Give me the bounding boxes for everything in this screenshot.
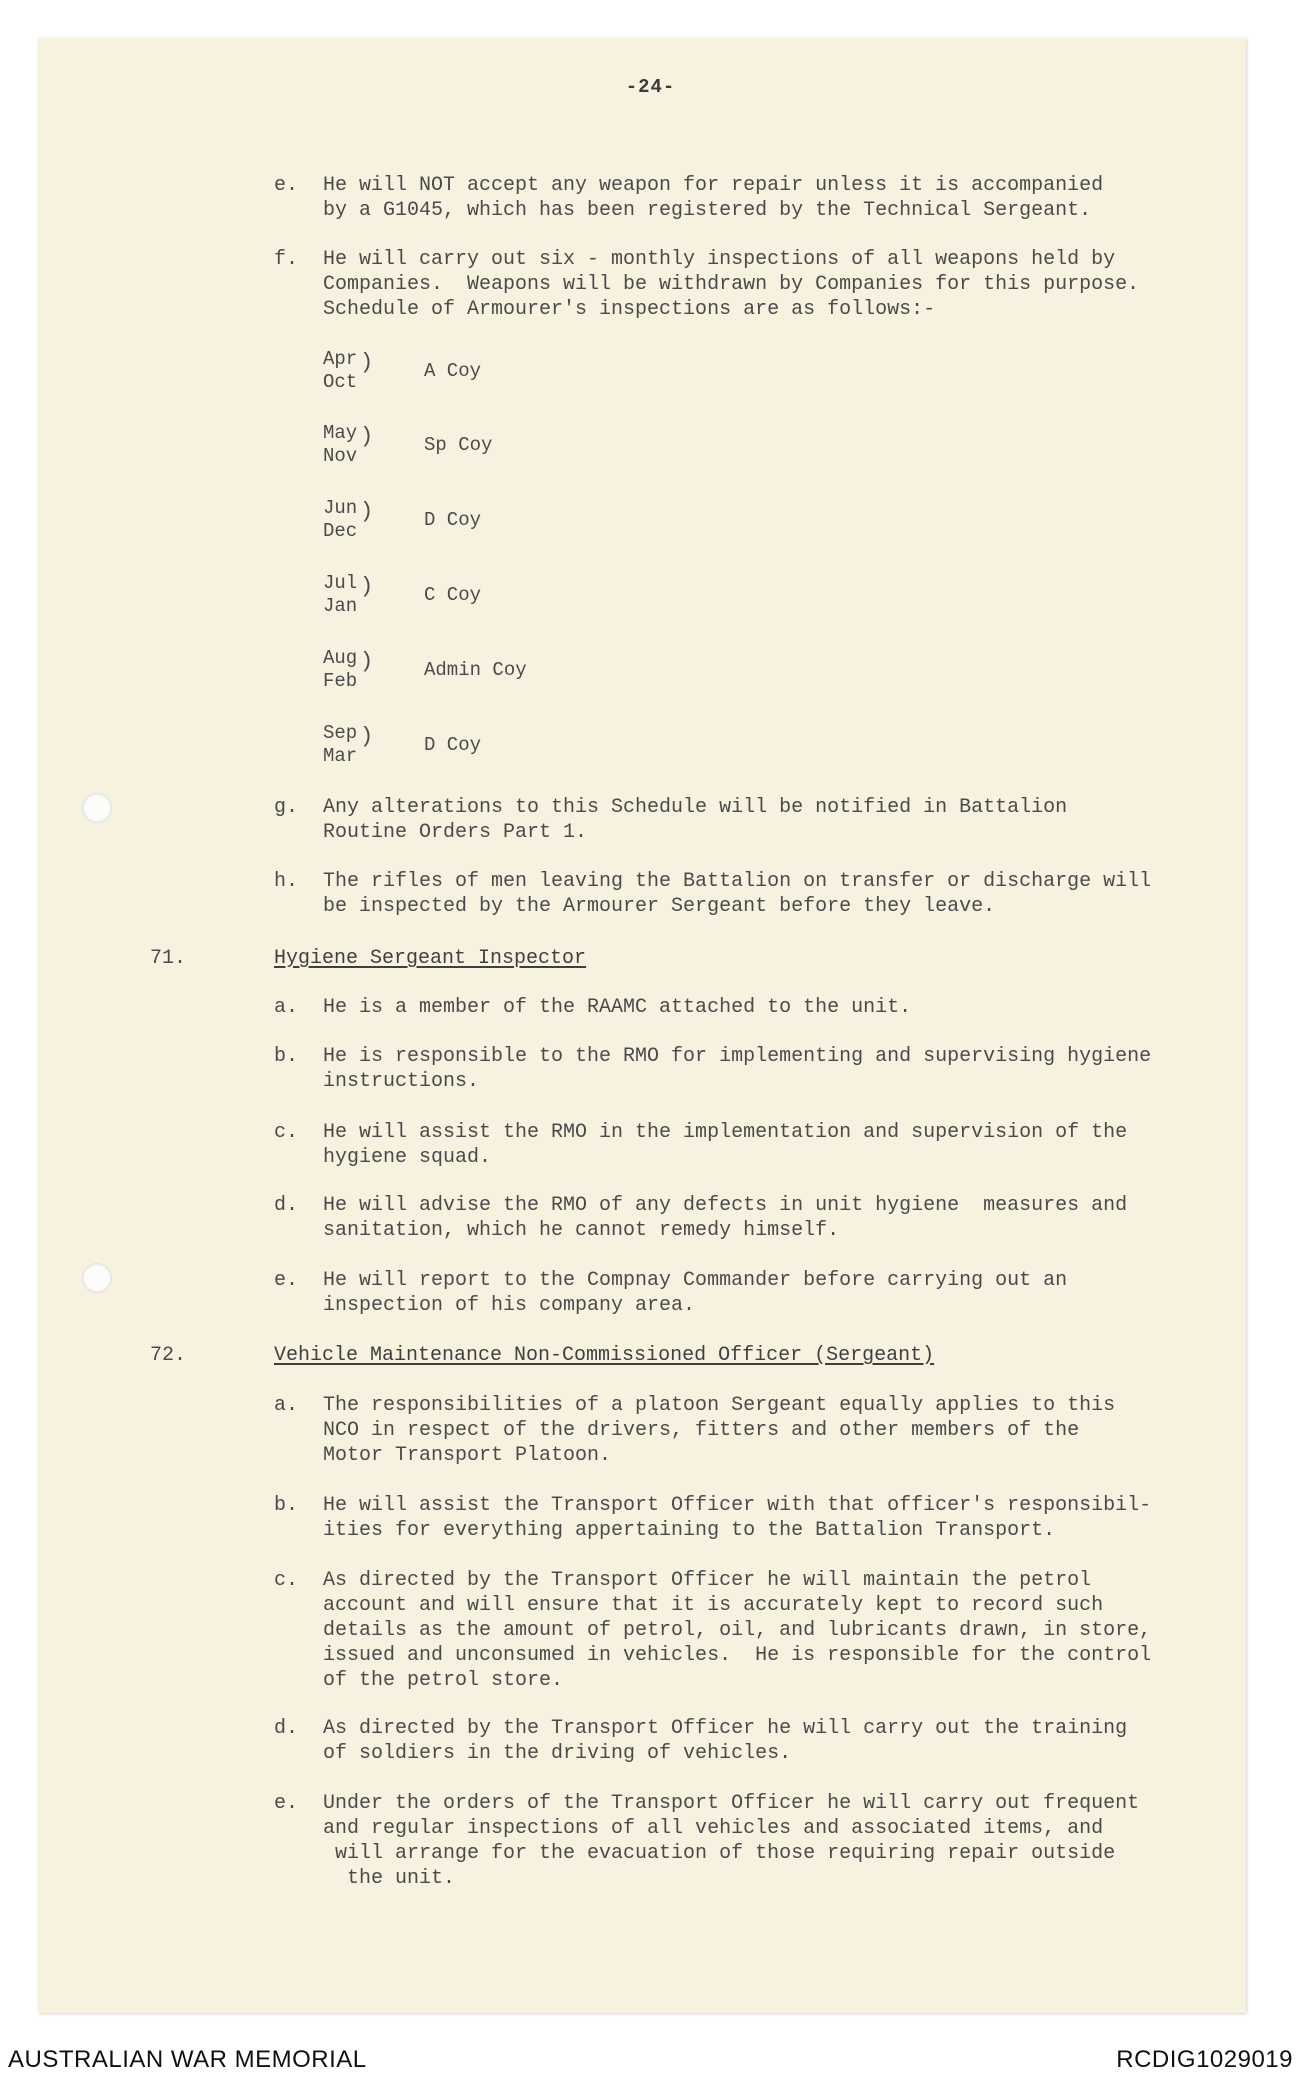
item-letter: a.	[274, 996, 299, 1019]
item-letter: a.	[274, 1394, 299, 1417]
item-letter: b.	[274, 1045, 299, 1068]
punch-hole-bottom	[82, 1263, 112, 1293]
schedule-company: D Coy	[424, 734, 482, 756]
item-line: of soldiers in the driving of vehicles.	[323, 1742, 792, 1765]
item-letter: d.	[274, 1717, 299, 1740]
item-line: will arrange for the evacuation of those requiring repair outside	[323, 1842, 1116, 1865]
archive-id: RCDIG1029019	[1116, 2046, 1293, 2073]
item-line: As directed by the Transport Officer he will maintain the petrol	[323, 1569, 1092, 1592]
schedule-bracket: )	[360, 350, 374, 375]
item-line: ities for everything appertaining to the Battalion Transport.	[323, 1519, 1056, 1542]
item-letter: d.	[274, 1194, 299, 1217]
item-letter: e.	[274, 174, 299, 197]
archive-name: AUSTRALIAN WAR MEMORIAL	[8, 2046, 367, 2073]
item-line: The responsibilities of a platoon Sergeant equally applies to this	[323, 1394, 1116, 1417]
item-letter: e.	[274, 1792, 299, 1815]
item-line: Any alterations to this Schedule will be notified in Battalion	[323, 796, 1068, 819]
schedule-month: Jun	[323, 497, 358, 519]
section-number: 72.	[150, 1344, 187, 1367]
item-letter: c.	[274, 1121, 299, 1144]
schedule-month: Mar	[323, 745, 358, 767]
item-line: inspection of his company area.	[323, 1294, 696, 1317]
item-line: Motor Transport Platoon.	[323, 1444, 612, 1467]
item-letter: g.	[274, 796, 299, 819]
section-title: Hygiene Sergeant Inspector	[274, 947, 587, 970]
item-line: The rifles of men leaving the Battalion on transfer or discharge will	[323, 870, 1152, 893]
item-line: He is responsible to the RMO for implementing and supervising hygiene	[323, 1045, 1152, 1068]
item-line: He is a member of the RAAMC attached to the unit.	[323, 996, 912, 1019]
schedule-company: D Coy	[424, 509, 482, 531]
schedule-bracket: )	[360, 499, 374, 524]
item-line: He will NOT accept any weapon for repair unless it is accompanied	[323, 174, 1104, 197]
item-line: NCO in respect of the drivers, fitters and other members of the	[323, 1419, 1080, 1442]
item-line: by a G1045, which has been registered by the Technical Sergeant.	[323, 199, 1092, 222]
section-title: Vehicle Maintenance Non-Commissioned Officer (Sergeant)	[274, 1344, 935, 1367]
schedule-month: Oct	[323, 371, 358, 393]
punch-hole-top	[82, 793, 112, 823]
item-line: He will carry out six - monthly inspections of all weapons held by	[323, 248, 1116, 271]
item-line: account and will ensure that it is accurately kept to record such	[323, 1594, 1104, 1617]
schedule-company: A Coy	[424, 360, 482, 382]
item-letter: b.	[274, 1494, 299, 1517]
item-line: details as the amount of petrol, oil, and lubricants drawn, in store,	[323, 1619, 1152, 1642]
item-line: the unit.	[323, 1867, 456, 1890]
schedule-bracket: )	[360, 424, 374, 449]
schedule-month: Nov	[323, 445, 358, 467]
schedule-month: Apr	[323, 348, 358, 370]
schedule-bracket: )	[360, 724, 374, 749]
item-letter: c.	[274, 1569, 299, 1592]
schedule-month: Aug	[323, 647, 358, 669]
item-line: issued and unconsumed in vehicles. He is responsible for the control	[323, 1644, 1152, 1667]
item-line: He will advise the RMO of any defects in unit hygiene measures and	[323, 1194, 1128, 1217]
item-line: He will assist the Transport Officer with that officer's responsibil-	[323, 1494, 1152, 1517]
item-letter: h.	[274, 870, 299, 893]
item-line: Under the orders of the Transport Officer he will carry out frequent	[323, 1792, 1140, 1815]
item-line: instructions.	[323, 1070, 480, 1093]
schedule-company: Sp Coy	[424, 434, 493, 456]
section-number: 71.	[150, 947, 187, 970]
schedule-month: Feb	[323, 670, 358, 692]
schedule-company: Admin Coy	[424, 659, 527, 681]
schedule-month: Dec	[323, 520, 358, 542]
page-number: -24-	[625, 76, 676, 98]
schedule-bracket: )	[360, 574, 374, 599]
item-line: As directed by the Transport Officer he will carry out the training	[323, 1717, 1128, 1740]
item-line: Routine Orders Part 1.	[323, 821, 588, 844]
schedule-month: Jan	[323, 595, 358, 617]
schedule-bracket: )	[360, 649, 374, 674]
item-line: of the petrol store.	[323, 1669, 564, 1692]
schedule-company: C Coy	[424, 584, 482, 606]
item-letter: f.	[274, 248, 299, 271]
schedule-month: Jul	[323, 572, 358, 594]
item-line: Companies. Weapons will be withdrawn by Companies for this purpose.	[323, 273, 1140, 296]
schedule-month: Sep	[323, 722, 358, 744]
item-line: He will report to the Compnay Commander before carrying out an	[323, 1269, 1068, 1292]
item-letter: e.	[274, 1269, 299, 1292]
item-line: He will assist the RMO in the implementation and supervision of the	[323, 1121, 1128, 1144]
item-line: hygiene squad.	[323, 1146, 492, 1169]
schedule-month: May	[323, 422, 358, 444]
item-line: be inspected by the Armourer Sergeant before they leave.	[323, 895, 996, 918]
item-line: and regular inspections of all vehicles and associated items, and	[323, 1817, 1104, 1840]
item-line: Schedule of Armourer's inspections are as follows:-	[323, 298, 936, 321]
item-line: sanitation, which he cannot remedy himself.	[323, 1219, 840, 1242]
